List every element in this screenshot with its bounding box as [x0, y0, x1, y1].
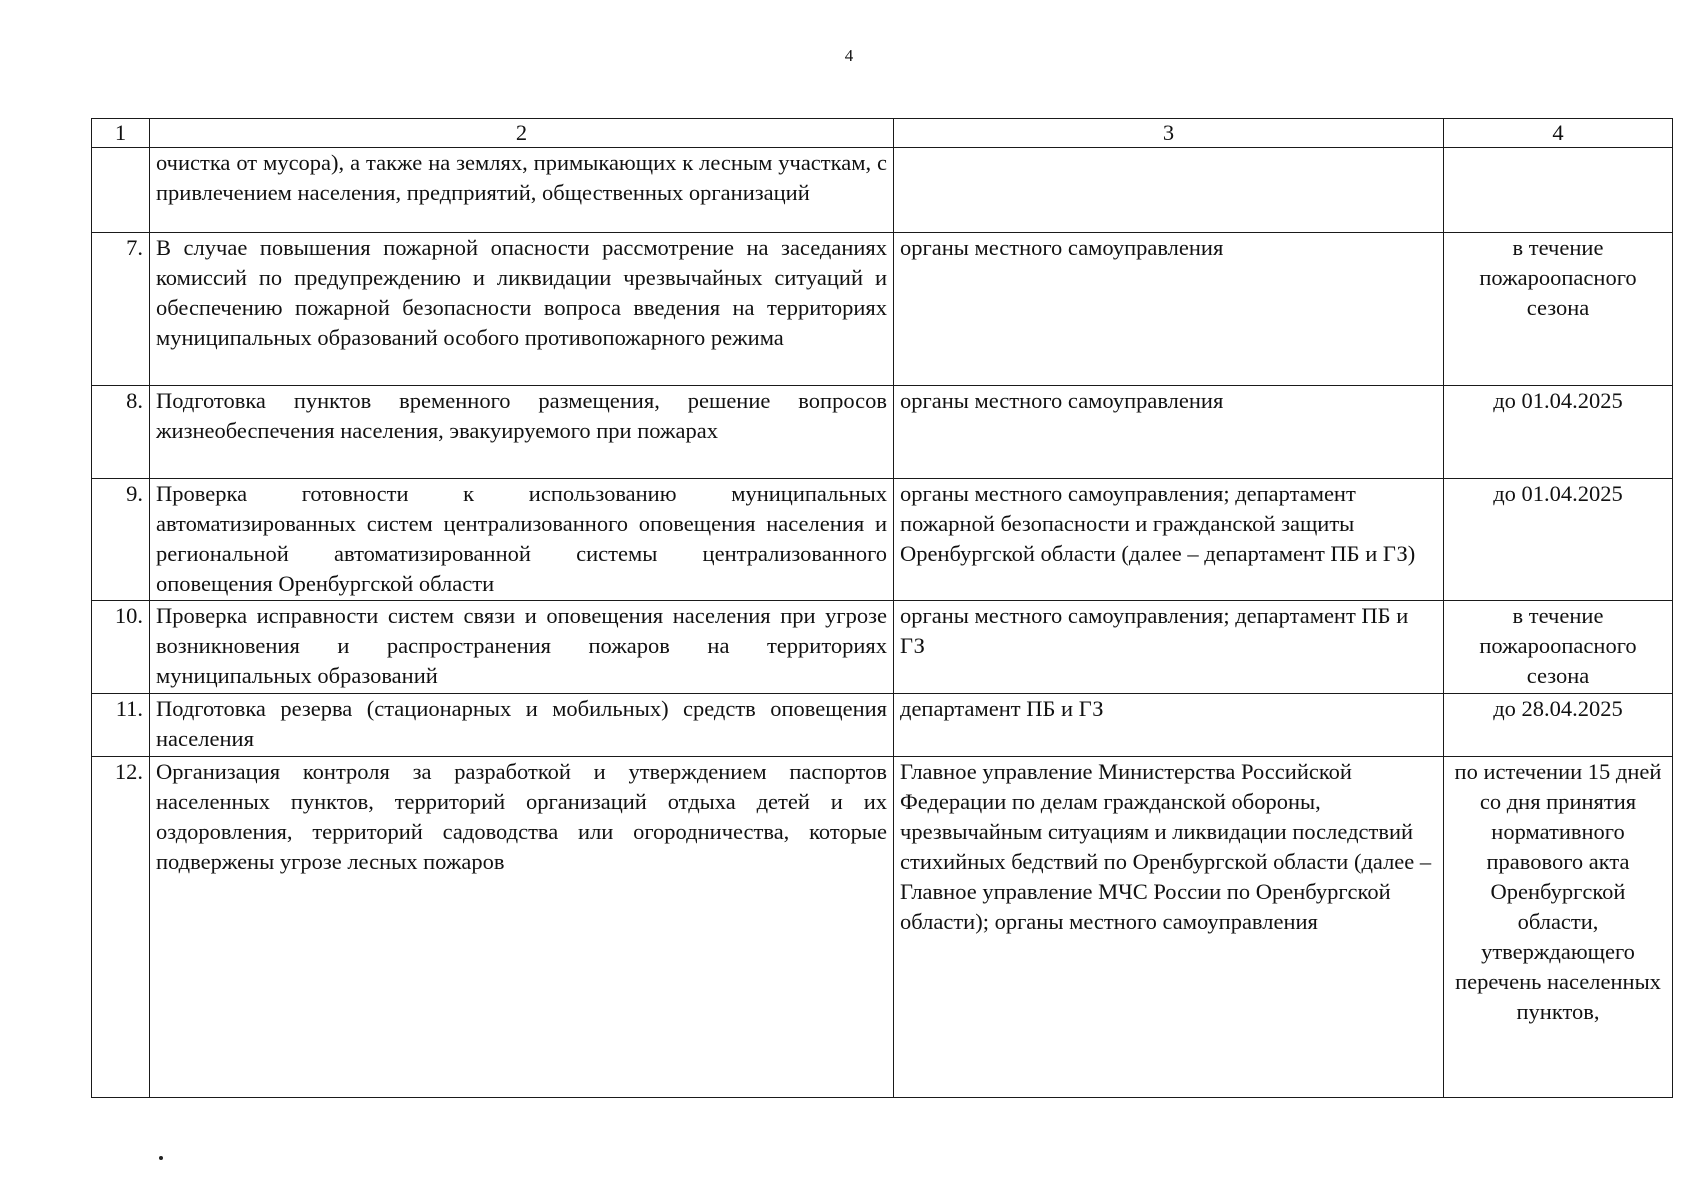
table-header-row [92, 119, 1673, 148]
measures-table [91, 118, 1673, 1098]
deadline-cell: до 28.04.2025 [1444, 694, 1673, 757]
table-row [92, 601, 1673, 694]
deadline-cell: в течение пожароопасного сезона [1444, 233, 1673, 386]
row-number: 12. [92, 757, 150, 1098]
column-header-2: 2 [150, 119, 894, 148]
column-header-3: 3 [894, 119, 1444, 148]
table-row [92, 757, 1673, 1098]
table-row-continuation [92, 148, 1673, 233]
table-row [92, 694, 1673, 757]
deadline-cell: в течение пожароопасного сезона [1444, 601, 1673, 694]
column-header-4: 4 [1444, 119, 1673, 148]
task-cell: Подготовка резерва (стационарных и мобильных) средств оповещения населения [150, 694, 894, 757]
row-number: 9. [92, 479, 150, 601]
task-cell: В случае повышения пожарной опасности рассмотрение на заседаниях комиссий по предупреждению и ликвидации чрезвычайных ситуаций и обеспечению пожарной безопасности вопроса введения на территориях муниципальных образований особого противопожарного режима [150, 233, 894, 386]
row-number: 11. [92, 694, 150, 757]
task-cell: Подготовка пунктов временного размещения, решение вопросов жизнеобеспечения населения, эвакуируемого при пожарах [150, 386, 894, 479]
task-cell: Проверка готовности к использованию муниципальных автоматизированных систем централизованного оповещения населения и региональной автоматизированной системы централизованного оповещения Оренбургской области [150, 479, 894, 601]
responsible-cell: органы местного самоуправления; департамент ПБ и ГЗ [894, 601, 1444, 694]
table-row [92, 233, 1673, 386]
responsible-cell [894, 148, 1444, 233]
responsible-cell: органы местного самоуправления; департамент пожарной безопасности и гражданской защиты Оренбургской области (далее – департамент ПБ и ГЗ) [894, 479, 1444, 601]
task-cell: очистка от мусора), а также на землях, примыкающих к лесным участкам, с привлечением населения, предприятий, общественных организаций [150, 148, 894, 233]
task-cell: Организация контроля за разработкой и утверждением паспортов населенных пунктов, территорий организаций отдыха детей и их оздоровления, территорий садоводства или огородничества, которые подвержены угрозе лесных пожаров [150, 757, 894, 1098]
row-number: 7. [92, 233, 150, 386]
deadline-cell: по истечении 15 дней со дня принятия нормативного правового акта Оренбургской области, утверждающего перечень населенных пунктов, [1444, 757, 1673, 1098]
responsible-cell: департамент ПБ и ГЗ [894, 694, 1444, 757]
row-number: 10. [92, 601, 150, 694]
page-number: 4 [844, 46, 854, 65]
scan-speck [159, 1156, 163, 1160]
task-cell: Проверка исправности систем связи и оповещения населения при угрозе возникновения и распространения пожаров на территориях муниципальных образований [150, 601, 894, 694]
deadline-cell: до 01.04.2025 [1444, 479, 1673, 601]
table-row [92, 386, 1673, 479]
column-header-1: 1 [92, 119, 150, 148]
row-number: 8. [92, 386, 150, 479]
responsible-cell: органы местного самоуправления [894, 386, 1444, 479]
responsible-cell: Главное управление Министерства Российской Федерации по делам гражданской обороны, чрезвычайным ситуациям и ликвидации последствий стихийных бедствий по Оренбургской области (далее – Главное управление МЧС России по Оренбургской области); органы местного самоуправления [894, 757, 1444, 1098]
table-row [92, 479, 1673, 601]
deadline-cell [1444, 148, 1673, 233]
row-number [92, 148, 150, 233]
responsible-cell: органы местного самоуправления [894, 233, 1444, 386]
deadline-cell: до 01.04.2025 [1444, 386, 1673, 479]
